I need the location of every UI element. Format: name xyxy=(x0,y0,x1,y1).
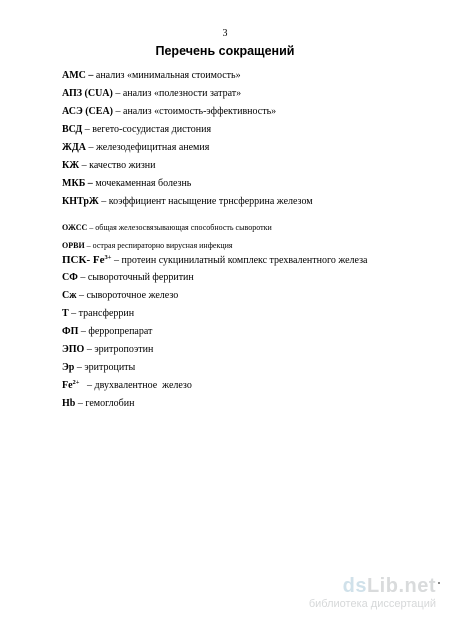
watermark-logo: dsLib.net xyxy=(342,575,436,597)
abbreviation-definition: – сывороточное железо xyxy=(76,290,179,301)
abbreviation-entry xyxy=(62,142,209,154)
abbreviation-entry xyxy=(62,398,134,410)
abbreviation-entry xyxy=(62,240,233,252)
charge-superscript: 2+ xyxy=(72,379,80,386)
abbreviation-entry xyxy=(62,70,241,82)
abbreviation-term: Сж xyxy=(62,290,77,301)
abbreviation-term: ОРВИ xyxy=(62,241,85,250)
abbreviation-definition: – коэффициент насыщение трнсферрина железом xyxy=(98,196,313,207)
abbreviation-definition: – вегето-сосудистая дистония xyxy=(82,124,212,135)
abbreviation-entry xyxy=(62,106,276,118)
abbreviation-entry xyxy=(62,196,313,208)
margin-dot xyxy=(438,582,440,584)
abbreviation-term: ОЖСС xyxy=(62,223,88,232)
abbreviation-entry xyxy=(62,344,153,356)
abbreviation-definition: – ферропрепарат xyxy=(78,326,153,337)
abbreviation-term: АМС – xyxy=(62,70,94,81)
abbreviation-definition: – трансферрин xyxy=(68,308,135,319)
abbreviation-definition: – анализ «полезности затрат» xyxy=(112,88,242,99)
abbreviation-definition: мочекаменная болезнь xyxy=(92,178,192,189)
abbreviation-entry xyxy=(62,88,241,100)
abbreviation-term: ЭПО xyxy=(62,344,85,355)
abbreviation-entry xyxy=(62,254,367,267)
abbreviation-entry xyxy=(62,124,211,136)
abbreviation-entry xyxy=(62,222,272,234)
abbreviation-term: СФ xyxy=(62,272,78,283)
abbreviation-entry xyxy=(62,380,192,392)
abbreviation-definition: – общая железосвязывающая способность сыворотки xyxy=(87,223,272,232)
abbreviation-term: Эр xyxy=(62,362,75,373)
page-number: 3 xyxy=(222,28,228,39)
abbreviation-term: КНТрЖ xyxy=(62,196,99,207)
abbreviation-term: ВСД xyxy=(62,124,83,135)
abbreviation-entry xyxy=(62,362,135,374)
abbreviation-term: $Fe^{2+}$ xyxy=(62,379,80,391)
abbreviation-entry xyxy=(62,290,178,302)
abbreviation-definition: – гемоглобин xyxy=(75,398,135,409)
abbreviation-term: АСЭ (CEA) xyxy=(62,106,114,117)
abbreviation-term: ПСК- $Fe^{3+}$ xyxy=(62,254,112,266)
abbreviation-entry xyxy=(62,326,152,338)
abbreviation-term: Hb xyxy=(62,398,76,409)
charge-superscript: 3+ xyxy=(104,254,112,261)
abbreviation-entry xyxy=(62,178,191,190)
abbreviation-definition: – сывороточный ферритин xyxy=(77,272,194,283)
abbreviation-definition: анализ «минимальная стоимость» xyxy=(93,70,241,81)
abbreviation-definition: – качество жизни xyxy=(79,160,156,171)
abbreviation-definition: – эритроциты xyxy=(74,362,136,373)
abbreviation-definition: – анализ «стоимость-эффективность» xyxy=(113,106,277,117)
abbreviation-definition: – двухвалентное железо xyxy=(79,380,192,391)
abbreviation-term: АПЗ (CUA) xyxy=(62,88,113,99)
abbreviation-entry xyxy=(62,160,155,172)
watermark xyxy=(309,576,436,611)
page-title: Перечень сокращений xyxy=(155,44,295,58)
abbreviation-term: КЖ xyxy=(62,160,80,171)
abbreviation-term: МКБ – xyxy=(62,178,93,189)
abbreviation-term: Т xyxy=(62,308,69,319)
abbreviation-definition: – протеин сукцинилатный комплекс трехвалентного железа xyxy=(111,255,368,266)
abbreviation-definition: – острая респираторно вирусная инфекция xyxy=(84,241,233,250)
abbreviation-definition: – железодефицитная анемия xyxy=(86,142,210,153)
abbreviation-term: ЖДА xyxy=(62,142,86,153)
abbreviation-entry xyxy=(62,272,194,284)
abbreviation-entry xyxy=(62,308,134,320)
abbreviation-definition: – эритропоэтин xyxy=(84,344,154,355)
abbreviation-term: ФП xyxy=(62,326,79,337)
watermark-subtitle: библиотека диссертаций xyxy=(308,598,436,610)
